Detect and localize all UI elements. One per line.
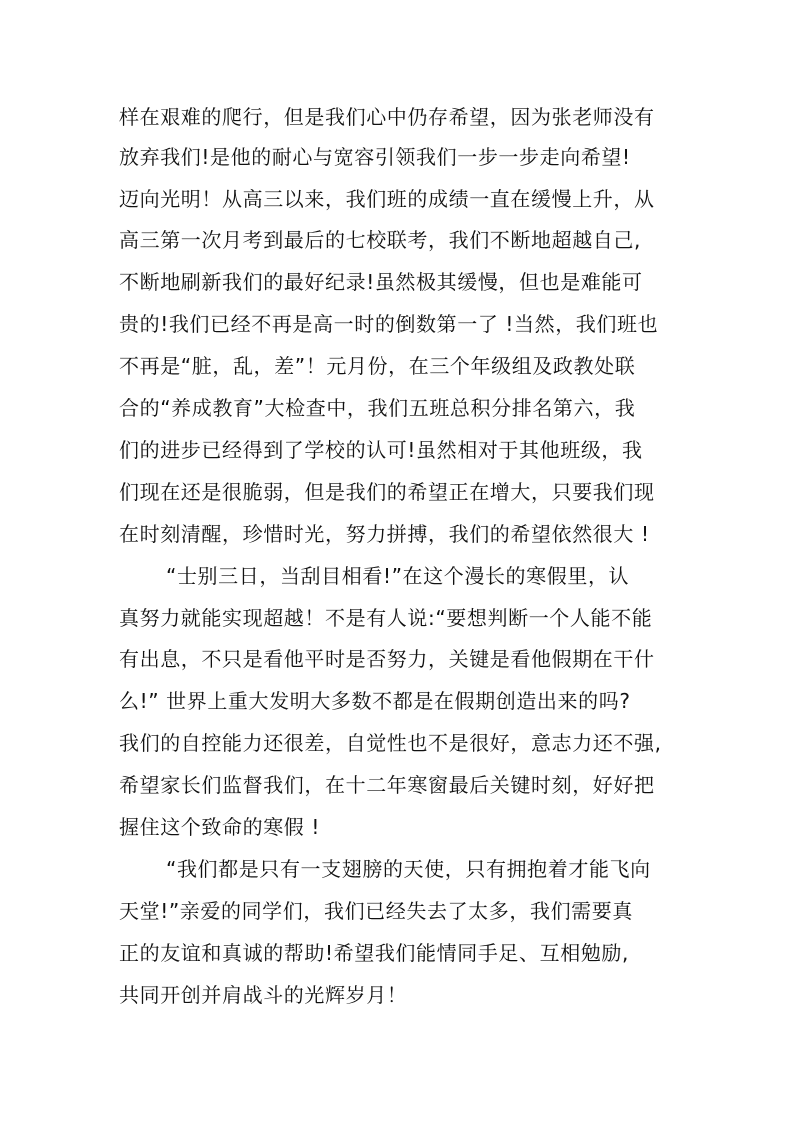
text-line: 有出息，不只是看他平时是否努力，关键是看他假期在干什	[119, 647, 655, 671]
text-line: 合的“养成教育”大检查中，我们五班总积分排名第六，我	[119, 396, 636, 420]
text-line: 真努力就能实现超越！不是有人说:“要想判断一个人能不能	[119, 606, 653, 630]
text-line: 高三第一次月考到最后的七校联考，我们不断地超越自己,	[119, 228, 641, 252]
text-line: 不再是“脏，乱，差”！元月份，在三个年级组及政教处联	[119, 354, 636, 378]
text-line: 不断地刷新我们的最好纪录!虽然极其缓慢，但也是难能可	[119, 270, 643, 294]
text-line: 放弃我们!是他的耐心与宽容引领我们一步一步走向希望!	[119, 145, 631, 169]
text-line: 握住这个致命的寒假 !	[119, 815, 320, 839]
text-line: 正的友谊和真诚的帮助!希望我们能情同手足、互相勉励,	[119, 941, 629, 965]
paragraph-first-line: “我们都是只有一支翅膀的天使，只有拥抱着才能飞向	[166, 857, 651, 881]
text-line: 们现在还是很脆弱，但是我们的希望正在增大，只要我们现	[119, 480, 655, 504]
text-line: 贵的!我们已经不再是高一时的倒数第一了 !当然，我们班也	[119, 312, 659, 336]
text-line: 么!” 世界上重大发明大多数不都是在假期创造出来的吗?	[119, 689, 631, 713]
text-line: 样在艰难的爬行，但是我们心中仍存希望，因为张老师没有	[119, 105, 655, 129]
paragraph-first-line: “士别三日，当刮目相看!”在这个漫长的寒假里，认	[166, 564, 630, 588]
text-line: 迈向光明！从高三以来，我们班的成绩一直在缓慢上升，从	[119, 187, 655, 211]
text-line: 希望家长们监督我们，在十二年寒窗最后关键时刻，好好把	[119, 773, 655, 797]
text-line: 在时刻清醒，珍惜时光，努力拼搏，我们的希望依然很大 !	[119, 522, 650, 546]
text-line: 共同开创并肩战斗的光辉岁月！	[119, 983, 408, 1007]
text-line: 我们的自控能力还很差，自觉性也不是很好，意志力还不强,	[119, 731, 662, 755]
text-line: 们的进步已经得到了学校的认可!虽然相对于其他班级，我	[119, 438, 643, 462]
text-line: 天堂!”亲爱的同学们，我们已经失去了太多，我们需要真	[119, 899, 633, 923]
